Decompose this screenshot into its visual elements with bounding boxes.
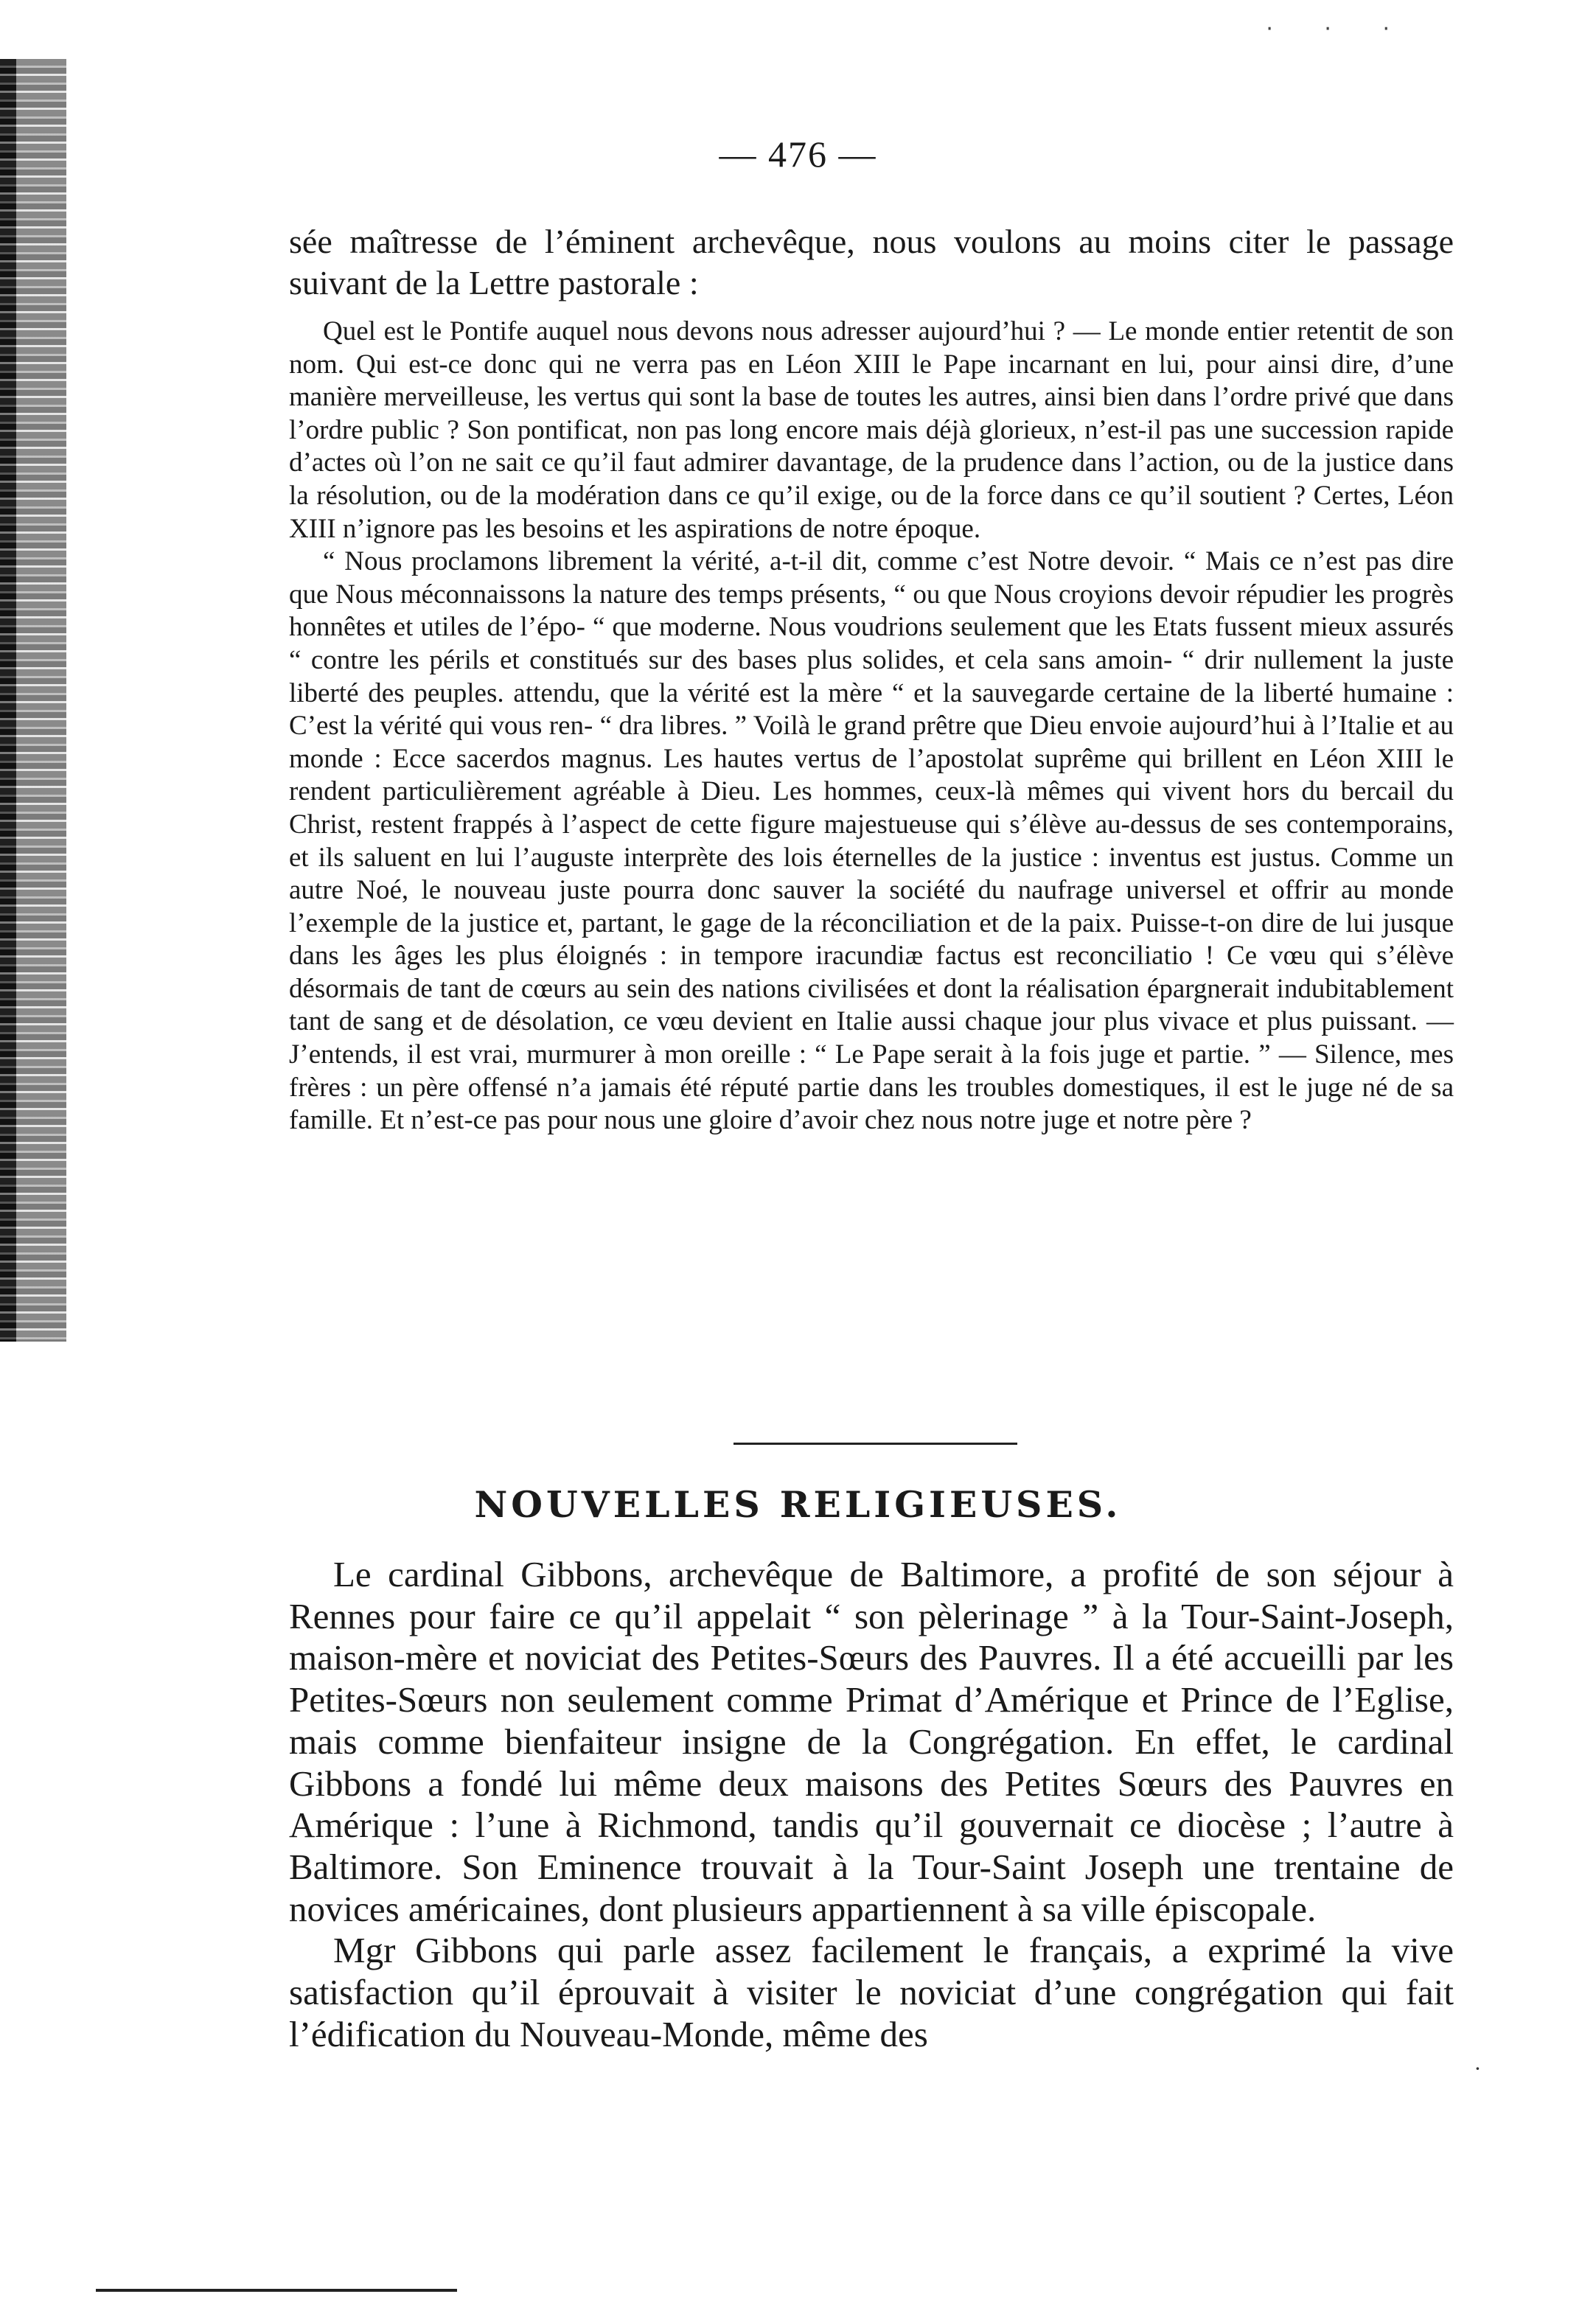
scan-speck: · <box>1474 2057 1481 2081</box>
section-divider <box>733 1443 1017 1445</box>
quote-paragraph-2: “ Nous proclamons librement la vérité, a-t-il dit, comme c’est Notre devoir. “ Mais ce n’est pas dire que Nous méconnaissons la nature des temps présents, “ ou que Nous croyions devoir répudier les progrès honnêtes et utiles de l’épo- “ que moderne. Nous voudrions seulement que les Etats fussent mieux assurés “ contre les périls et constitués sur des bases plus solides, et cela sans amoin- “ drir nullement la juste liberté des peuples. attendu, que la vérité est la mère “ et la sauvegarde certaine de la liberté humaine : C’est la vérité qui vous ren- “ dra libres. ” Voilà le grand prêtre que Dieu envoie aujourd’hui à l’Italie et au monde : Ecce sacerdos magnus. Les hautes vertus de l’apostolat suprême qui brillent en Léon XIII le rendent particulièrement agréable à Dieu. Les hommes, ceux-là mêmes qui vivent hors du bercail du Christ, restent frappés à l’aspect de cette figure majestueuse qui s’élève au-dessus de ses contemporains, et ils saluent en lui l’auguste interprète des lois éternelles de la justice : inventus est justus. Comme un autre Noé, le nouveau juste pourra donc sauver la société du naufrage universel et offrir au monde l’exemple de la justice et, partant, le gage de la réconciliation et de la paix. Puisse-t-on dire de lui jusque dans les âges les plus éloignés : in tempore iracundiæ factus est reconciliatio ! Ce vœu qui s’élève désormais de tant de cœurs au sein des nations civilisées et dont la réalisation épargnerait indubitablement tant de sang et de désolation, ce vœu devient en Italie aussi chaque jour plus vivace et plus puissant. — J’entends, il est vrai, murmurer à mon oreille : “ Le Pape serait à la fois juge et partie. ” — Silence, mes frères : un père offensé n’a jamais été réputé partie dans les troubles domestiques, il est le juge né de sa famille. Et n’est-ce pas pour nous une gloire d’avoir chez nous notre juge et notre père ? <box>289 546 1454 1136</box>
news-article <box>289 1554 1454 2055</box>
lead-paragraph-block <box>289 221 1454 304</box>
footer-rule <box>96 2289 457 2292</box>
scan-specks: · · · <box>1266 16 1412 42</box>
scan-gutter-shadow <box>0 59 66 1342</box>
lead-paragraph: sée maîtresse de l’éminent archevêque, nous voulons au moins citer le passage suivant de la Lettre pastorale : <box>289 223 1454 301</box>
page-number: — 476 — <box>719 133 877 175</box>
news-paragraph-1: Le cardinal Gibbons, archevêque de Baltimore, a profité de son séjour à Rennes pour faire ce qu’il appelait “ son pèlerinage ” à la Tour-Saint-Joseph, maison-mère et noviciat des Petites-Sœurs des Pauvres. Il a été accueilli par les Petites-Sœurs non seulement comme Primat d’Amérique et Prince de l’Eglise, mais comme bienfaiteur insigne de la Congrégation. En effet, le cardinal Gibbons a fondé lui même deux maisons des Petites Sœurs des Pauvres en Amérique : l’une à Richmond, tandis qu’il gouvernait ce diocèse ; l’autre à Baltimore. Son Eminence trouvait à la Tour-Saint Joseph une trentaine de novices américaines, dont plusieurs appartiennent à sa ville épiscopale. <box>289 1554 1454 1929</box>
quote-paragraph-1: Quel est le Pontife auquel nous devons nous adresser aujourd’hui ? — Le monde entier retentit de son nom. Qui est-ce donc qui ne verra pas en Léon XIII le Pape incarnant en lui, pour ainsi dire, d’une manière merveilleuse, les vertus qui sont la base de toutes les autres, ainsi bien dans l’ordre privé que dans l’ordre public ? Son pontificat, non pas long encore mais déjà glorieux, n’est-il pas une succession rapide d’actes où l’on ne sait ce qu’il faut admirer davantage, de la prudence dans l’action, ou de la justice dans la résolution, ou de la modération dans ce qu’il exige, ou de la force dans ce qu’il soutient ? Certes, Léon XIII n’ignore pas les besoins et les aspirations de notre époque. <box>289 316 1454 544</box>
section-heading: NOUVELLES RELIGIEUSES. <box>474 1483 1122 1526</box>
news-paragraph-2: Mgr Gibbons qui parle assez facilement le français, a exprimé la vive satisfaction qu’il éprouvait à visiter le noviciat d’une congrégation qui fait l’édification du Nouveau-Monde, même des <box>289 1930 1454 2054</box>
pastoral-letter-quote <box>289 315 1454 1137</box>
